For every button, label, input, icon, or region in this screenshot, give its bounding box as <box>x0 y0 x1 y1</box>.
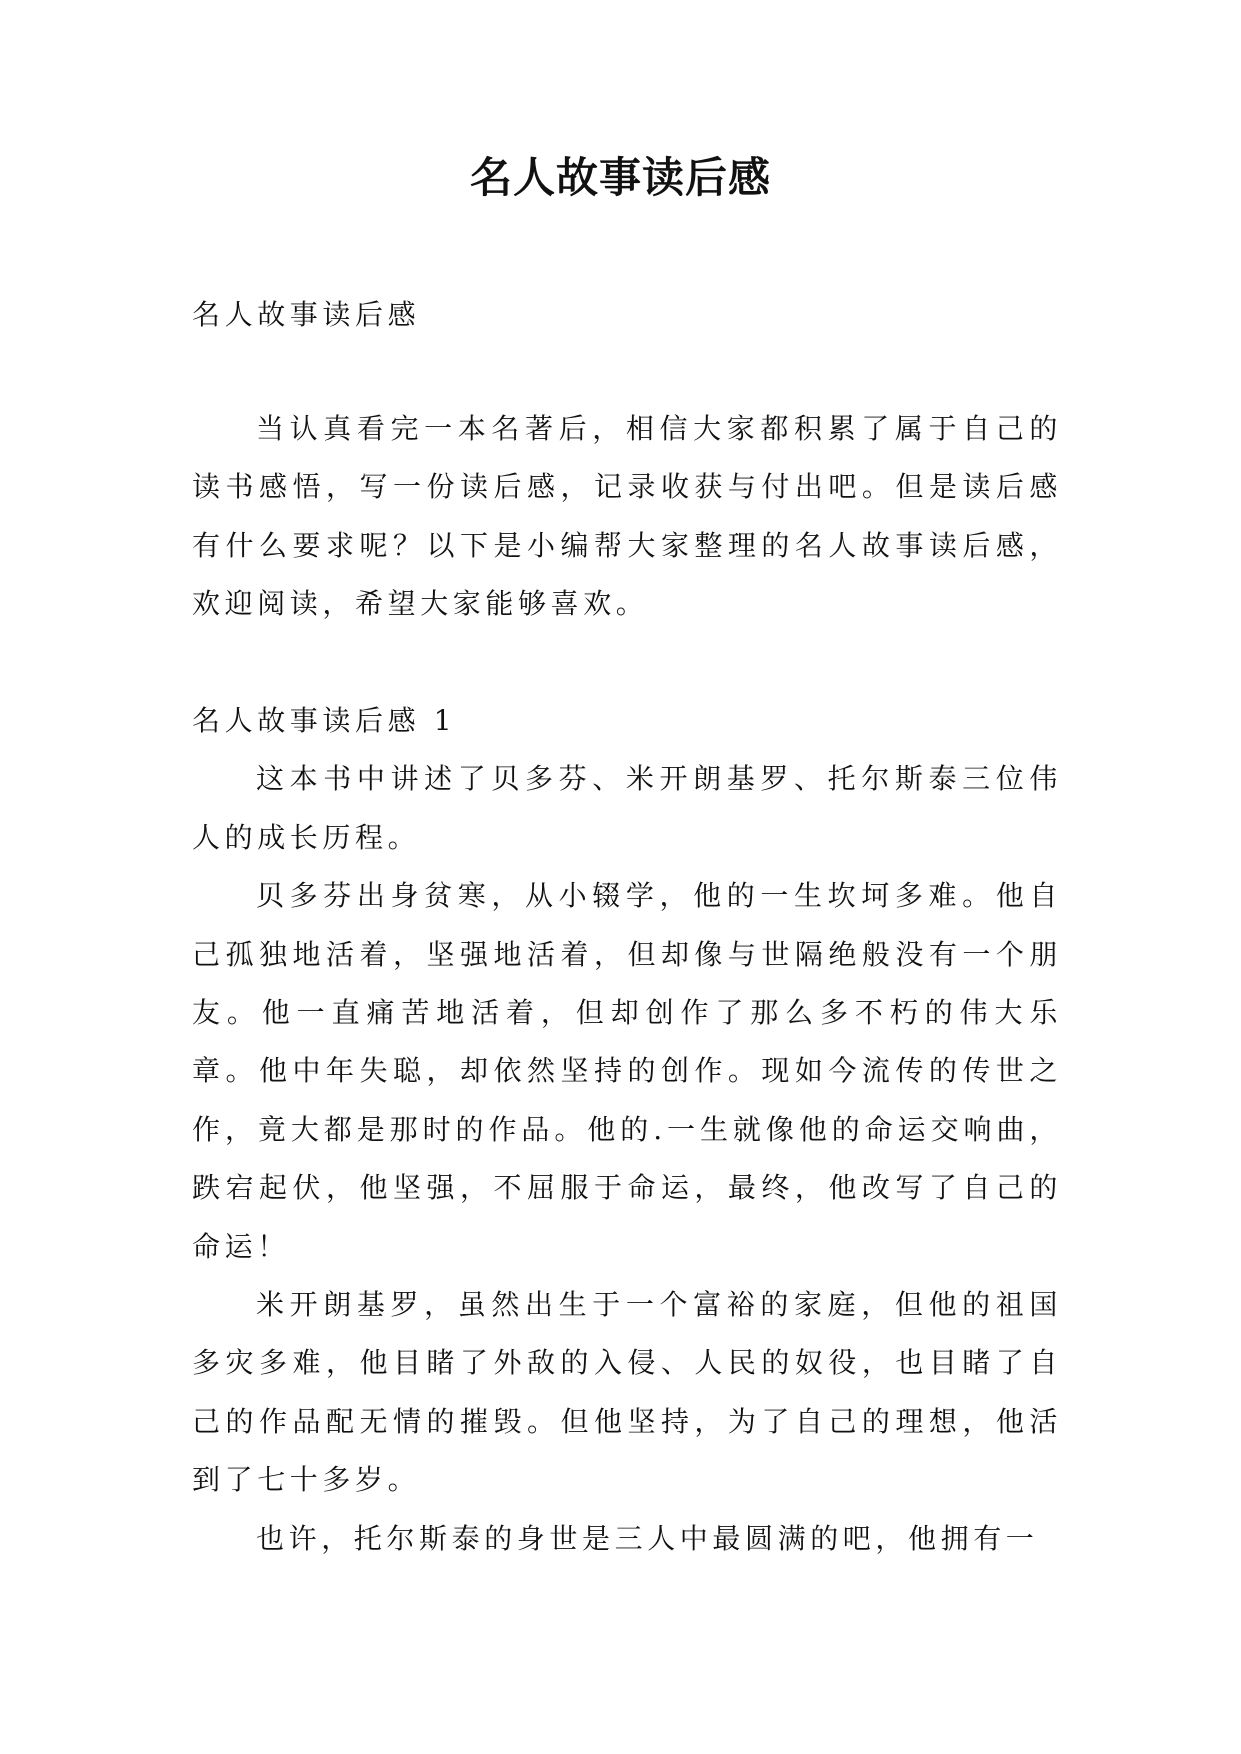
body-paragraph: 贝多芬出身贫寒，从小辍学，他的一生坎坷多难。他自己孤独地活着，坚强地活着，但却像与世隔绝般没有一个朋友。他一直痛苦地活着，但却创作了那么多不朽的伟大乐章。他中年失聪，却依然坚持的创作。现如今流传的传世之作，竟大都是那时的作品。他的.一生就像他的命运交响曲，跌宕起伏，他坚强，不屈服于命运，最终，他改写了自己的命运！ <box>192 879 1062 1263</box>
intro-block <box>192 400 1062 634</box>
section-heading: 名人故事读后感 1 <box>192 704 457 737</box>
body-paragraph: 米开朗基罗，虽然出生于一个富裕的家庭，但他的祖国多灾多难，他目睹了外敌的入侵、人民的奴役，也目睹了自己的作品配无情的摧毁。但他坚持，为了自己的理想，他活到了七十多岁。 <box>192 1288 1062 1497</box>
intro-paragraph: 当认真看完一本名著后，相信大家都积累了属于自己的读书感悟，写一份读后感，记录收获与付出吧。但是读后感有什么要求呢？以下是小编帮大家整理的名人故事读后感，欢迎阅读，希望大家能够喜欢。 <box>192 412 1062 621</box>
document-title: 名人故事读后感 <box>469 153 771 202</box>
subtitle-text: 名人故事读后感 <box>192 298 421 331</box>
body-paragraph: 这本书中讲述了贝多芬、米开朗基罗、托尔斯泰三位伟人的成长历程。 <box>192 762 1062 854</box>
section-1 <box>192 692 1062 1568</box>
body-paragraph: 也许，托尔斯泰的身世是三人中最圆满的吧，他拥有一 <box>256 1521 1039 1555</box>
document-subtitle <box>192 286 1062 344</box>
